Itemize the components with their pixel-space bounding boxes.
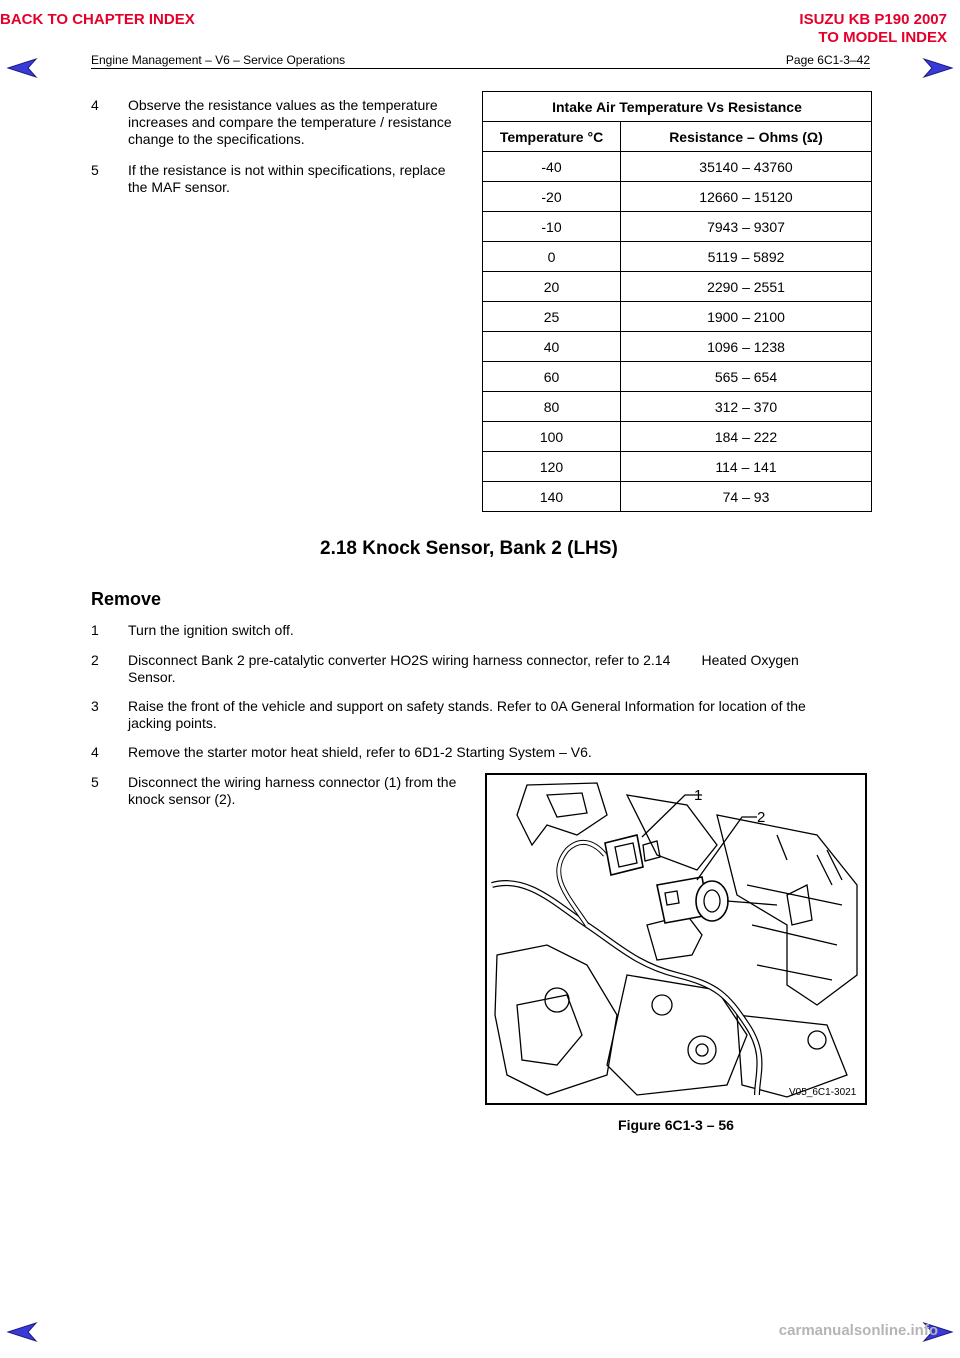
resistance-cell: 74 – 93 [621, 482, 872, 512]
temperature-cell: 140 [483, 482, 621, 512]
intake-air-temperature-table [482, 91, 872, 512]
arrow-left-icon[interactable] [6, 1322, 38, 1342]
temperature-cell: 40 [483, 332, 621, 362]
page-header-section: Engine Management – V6 – Service Operations [91, 53, 346, 67]
model-index-nav [799, 11, 947, 47]
resistance-cell: 184 – 222 [621, 422, 872, 452]
callout-1-label: 1 [694, 787, 703, 804]
step-number: 1 [91, 622, 99, 638]
resistance-cell: 12660 – 15120 [621, 182, 872, 212]
step-text: Disconnect the wiring harness connector (1) from the knock sensor (2). [128, 774, 457, 807]
table-title: Intake Air Temperature Vs Resistance [483, 92, 872, 122]
temperature-cell: 60 [483, 362, 621, 392]
step-number: 4 [91, 744, 99, 760]
watermark: carmanualsonline.info [778, 1322, 938, 1339]
temperature-cell: 120 [483, 452, 621, 482]
step-number: 2 [91, 652, 99, 668]
list-item [91, 652, 870, 688]
table-row [483, 482, 872, 512]
list-item [91, 774, 471, 810]
step-text: Remove the starter motor heat shield, refer to 6D1-2 Starting System – V6. [128, 744, 592, 760]
model-title-link[interactable]: ISUZU KB P190 2007 [799, 11, 947, 28]
step-text: Raise the front of the vehicle and support on safety stands. Refer to 0A General Information for location of the jacking points. [128, 698, 806, 731]
list-item [91, 162, 471, 198]
callout-2-label: 2 [757, 809, 766, 826]
table-row [483, 182, 872, 212]
column-header-resistance: Resistance – Ohms (Ω) [621, 122, 872, 152]
table-row [483, 392, 872, 422]
header-divider [91, 68, 870, 69]
temperature-cell: 0 [483, 242, 621, 272]
table-row [483, 152, 872, 182]
temperature-cell: -20 [483, 182, 621, 212]
temperature-cell: -10 [483, 212, 621, 242]
figure-caption: Figure 6C1-3 – 56 [618, 1117, 734, 1133]
temperature-cell: 25 [483, 302, 621, 332]
temperature-cell: -40 [483, 152, 621, 182]
table-row [483, 242, 872, 272]
subsection-title: Remove [91, 589, 162, 609]
step-number: 4 [91, 97, 99, 113]
resistance-cell: 1096 – 1238 [621, 332, 872, 362]
arrow-right-icon[interactable] [922, 58, 954, 78]
table-header-row [483, 122, 872, 152]
list-item [91, 698, 870, 734]
step-number: 3 [91, 698, 99, 714]
table-title-row [483, 92, 872, 122]
page-number: Page 6C1-3–42 [785, 53, 870, 67]
table-row [483, 272, 872, 302]
resistance-cell: 114 – 141 [621, 452, 872, 482]
to-model-index-link[interactable]: TO MODEL INDEX [818, 29, 947, 46]
temperature-cell: 80 [483, 392, 621, 422]
table-row [483, 332, 872, 362]
resistance-cell: 5119 – 5892 [621, 242, 872, 272]
step-number: 5 [91, 774, 99, 790]
list-item [91, 622, 870, 640]
section-title: 2.18 Knock Sensor, Bank 2 (LHS) [320, 538, 618, 559]
arrow-left-icon[interactable] [6, 58, 38, 78]
table-row [483, 452, 872, 482]
step-text: If the resistance is not within specifications, replace the MAF sensor. [128, 162, 446, 195]
step-number: 5 [91, 162, 99, 178]
table-row [483, 422, 872, 452]
resistance-cell: 312 – 370 [621, 392, 872, 422]
column-header-temperature: Temperature °C [483, 122, 621, 152]
table-row [483, 362, 872, 392]
table-row [483, 302, 872, 332]
step-text: Observe the resistance values as the temperature increases and compare the temperature / resistance change to the specifications. [128, 97, 452, 147]
back-to-chapter-index-link[interactable]: BACK TO CHAPTER INDEX [0, 11, 195, 28]
table-row [483, 212, 872, 242]
engine-illustration [487, 775, 865, 1103]
step-text: Turn the ignition switch off. [128, 622, 294, 638]
temperature-cell: 20 [483, 272, 621, 302]
figure-code: V05_6C1-3021 [789, 1087, 857, 1098]
step-text: Disconnect Bank 2 pre-catalytic converter HO2S wiring harness connector, refer to 2.14 Heated Oxygen Sensor. [128, 652, 803, 685]
resistance-cell: 1900 – 2100 [621, 302, 872, 332]
list-item [91, 97, 471, 149]
temperature-cell: 100 [483, 422, 621, 452]
resistance-cell: 35140 – 43760 [621, 152, 872, 182]
resistance-cell: 2290 – 2551 [621, 272, 872, 302]
knock-sensor-figure [485, 773, 867, 1105]
resistance-cell: 565 – 654 [621, 362, 872, 392]
list-item [91, 744, 870, 762]
resistance-cell: 7943 – 9307 [621, 212, 872, 242]
